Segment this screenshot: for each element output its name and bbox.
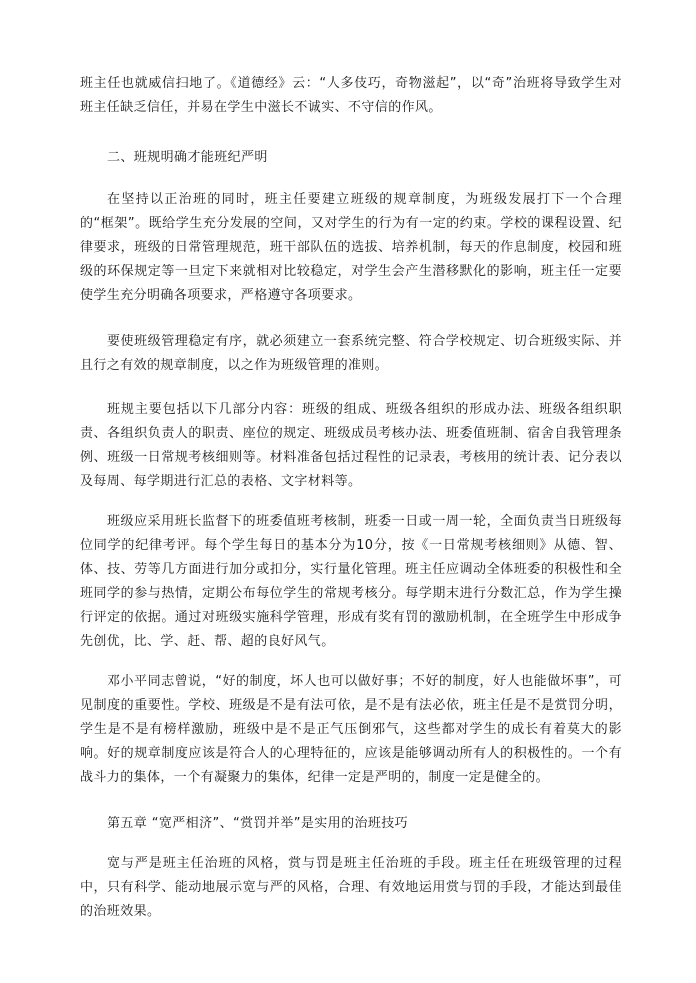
paragraph-duty-system: 班级应采用班长监督下的班委值班考核制，班委一日或一周一轮，全面负责当日班级每位同学的纪律考评。每个学生每日的基本分为10分，按《一日常规考核细则》从德、智、体、技、劳等几方面进行加分或扣分，实行量化管理。班主任应调动全体班委的积极性和全班同学的参与热情，定期公布每位学生的常规考核分。每学期末进行分数汇总，作为学生操行评定的依据。通过对班级实施科学管理，形成有奖有罚的激励机制，在全班学生中形成争先创优，比、学、赶、帮、超的良好风气。 (80, 514, 622, 649)
section-heading-class-rules: 二、班规明确才能班纪严明 (107, 150, 268, 165)
paragraph-leniency-strictness: 宽与严是班主任治班的风格，赏与罚是班主任治班的手段。班主任在班级管理的过程中，只有科学、能动地展示宽与严的风格，合理、有效地运用赏与罚的手段，才能达到最佳的治班效果。 (80, 856, 622, 919)
paragraph-deng-quote: 邓小平同志曾说，“好的制度，坏人也可以做好事；不好的制度，好人也能做坏事”，可见制度的重要性。学校、班级是不是有法可依，是不是有法必依，班主任是不是赏罚分明，学生是不是有榜样激励，班级中是不是正气压倒邪气，这些都对学生的成长有着莫大的影响。好的规章制度应该是符合人的心理特征的，应该是能够调动所有人的积极性的。一个有战斗力的集体，一个有凝聚力的集体，纪律一定是严明的，制度一定是健全的。 (80, 674, 622, 785)
paragraph-management-order: 要使班级管理稳定有序，就必须建立一套系统完整、符合学校规定、切合班级实际、并且行之有效的规章制度，以之作为班级管理的准则。 (80, 334, 622, 373)
chapter-heading-five: 第五章 “宽严相济”、“赏罚并举”是实用的治班技巧 (107, 816, 409, 831)
paragraph-rules-framework: 在坚持以正治班的同时，班主任要建立班级的规章制度，为班级发展打下一个合理的“框架”。既给学生充分发展的空间，又对学生的行为有一定的约束。学校的课程设置、纪律要求，班级的日常管理规范，班干部队伍的选拔、培养机制，每天的作息制度，校园和班级的环保规定等一旦定下来就相对比较稳定，对学生会产生潜移默化的影响，班主任一定要使学生充分明确各项要求，严格遵守各项要求。 (80, 192, 622, 303)
document-body (80, 72, 622, 924)
paragraph-rules-contents: 班规主要包括以下几部分内容：班级的组成、班级各组织的形成办法、班级各组织职责、各组织负责人的职责、座位的规定、班级成员考核办法、班委值班制、宿舍自我管理条例、班级一日常规考核细则等。材料准备包括过程性的记录表，考核用的统计表、记分表以及每周、每学期进行汇总的表格、文字材料等。 (80, 402, 622, 489)
paragraph-continuation: 班主任也就威信扫地了。《道德经》云：“人多伎巧，奇物滋起”，以“奇”治班将导致学生对班主任缺乏信任，并易在学生中滋长不诚实、不守信的作风。 (80, 76, 622, 115)
